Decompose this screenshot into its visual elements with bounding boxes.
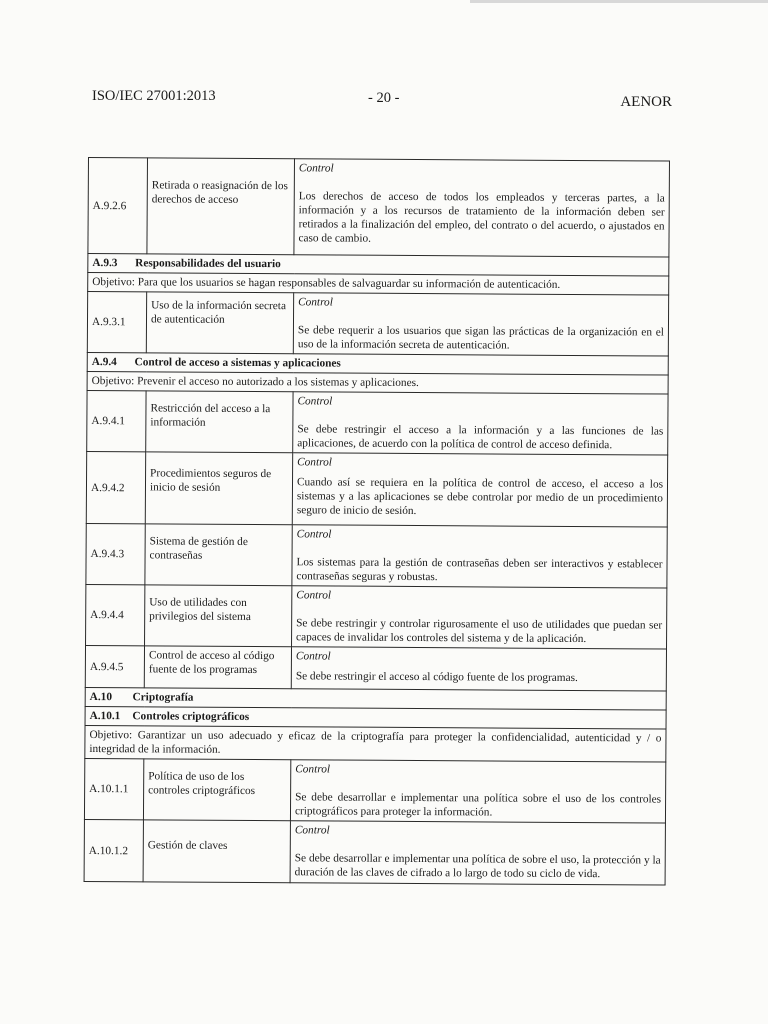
control-code: A.10.1.1 — [84, 758, 143, 819]
control-text: Se debe desarrollar e implementar una política de sobre el uso, la protección y la duración de las claves de cifrado a lo largo de todo su ciclo de vida. — [294, 852, 661, 881]
control-code: A.9.4.1 — [87, 390, 146, 451]
control-title — [146, 391, 293, 453]
control-text: Se debe restringir el acceso a la información y a las funciones de las aplicaciones, de acuerdo con la política de control de acceso definida. — [297, 423, 664, 452]
control-title — [143, 759, 290, 821]
control-text: Se debe desarrollar e implementar una política sobre el uso de los controles criptográficos para proteger la información. — [294, 791, 662, 819]
control-title-text: Restricción del acceso a la información — [150, 402, 271, 429]
table-row — [87, 390, 668, 455]
control-description — [292, 586, 667, 649]
control-code: A.9.4.2 — [86, 451, 145, 523]
section-number: A.9.3 — [92, 257, 118, 270]
controls-table — [84, 157, 670, 886]
table-row — [87, 292, 668, 357]
control-code: A.9.4.4 — [86, 584, 145, 645]
control-title — [145, 524, 292, 586]
control-label: Control — [296, 528, 332, 541]
section-number: A.10 — [89, 691, 113, 704]
publisher-label: AENOR — [620, 94, 672, 110]
standard-label: ISO/IEC 27001:2013 — [92, 88, 216, 104]
table-row — [86, 451, 667, 527]
objective-text: Objetivo: Para que los usuarios se hagan responsables de salvaguardar su información de autenticación. — [88, 273, 669, 296]
control-text: Los sistemas para la gestión de contraseñas deben ser interactivos y establecer contraseñas seguras y robustas. — [296, 556, 663, 584]
section-number: A.9.4 — [91, 356, 117, 369]
objective-text: Objetivo: Prevenir el acceso no autorizado a los sistemas y aplicaciones. — [87, 371, 668, 394]
control-title — [144, 646, 291, 689]
control-label: Control — [297, 395, 333, 408]
control-text: Se debe restringir y controlar rigurosamente el uso de utilidades que puedan ser capaces de invalidar los controles del sistema y de la aplicación. — [296, 617, 663, 646]
control-code: A.10.1.2 — [84, 819, 143, 881]
control-title-text: Retirada o reasignación de los derechos de acceso — [151, 179, 289, 206]
control-label: Control — [298, 296, 333, 309]
table-row — [86, 584, 667, 649]
control-title — [145, 585, 292, 647]
control-title — [145, 452, 292, 525]
control-code: A.9.4.3 — [86, 523, 145, 584]
control-text: Se debe restringir el acceso al código fuente de los programas. — [295, 670, 578, 685]
control-code: A.9.2.6 — [88, 158, 148, 254]
control-title-text: Uso de la información secreta de autenticación — [150, 299, 287, 326]
scan-edge-line — [470, 0, 768, 3]
control-title-text: Uso de utilidades con privilegios del sistema — [149, 596, 251, 624]
section-title: Control de acceso a sistemas y aplicaciones — [134, 356, 341, 370]
control-description — [290, 821, 665, 885]
control-description — [292, 453, 667, 527]
control-title — [147, 158, 295, 255]
table-row — [88, 158, 670, 258]
section-title: Controles criptográficos — [132, 710, 250, 723]
table-row — [85, 645, 666, 691]
control-title-text: Control de acceso al código fuente de los programas — [148, 649, 275, 677]
control-code: A.9.4.5 — [85, 645, 144, 687]
control-title-text: Política de uso de los controles criptográficos — [148, 770, 256, 798]
control-code: A.9.3.1 — [87, 292, 146, 353]
section-title: Criptografía — [132, 691, 194, 704]
control-description — [293, 392, 668, 455]
table-row — [84, 758, 665, 823]
control-label: Control — [298, 162, 334, 175]
objective-text: Objetivo: Garantizar un uso adecuado y eficaz de la criptografía para proteger la confidencialidad, autenticidad y / o integridad de la información. — [85, 725, 666, 762]
control-title — [146, 292, 293, 354]
control-title-text: Procedimientos seguros de inicio de sesión — [149, 467, 272, 494]
control-title-text: Gestión de claves — [147, 839, 228, 852]
control-title-text: Sistema de gestión de contraseñas — [149, 535, 248, 562]
control-label: Control — [295, 763, 331, 776]
control-description — [291, 647, 666, 691]
control-text: Los derechos de acceso de todos los empleados y terceras partes, a la información y a los recursos de tratamiento de la información deben ser retirados a la finalización del empleo, del contrato o del acuerdo, o ajustados en caso de cambio. — [298, 190, 665, 245]
control-description — [293, 293, 668, 356]
control-label: Control — [294, 824, 330, 837]
control-label: Control — [295, 650, 331, 663]
control-label: Control — [297, 456, 332, 469]
page-number: - 20 - — [368, 90, 400, 106]
control-title — [143, 820, 290, 883]
control-description — [290, 760, 665, 823]
control-description — [292, 525, 667, 588]
table-row — [84, 819, 665, 885]
control-label: Control — [296, 589, 332, 602]
objective-row — [85, 725, 666, 762]
page-header — [88, 88, 672, 112]
section-title: Responsabilidades del usuario — [135, 257, 281, 271]
control-text: Cuando así se requiera en la política de control de acceso, el acceso a los sistemas y a las aplicaciones se debe controlar por medio de un procedimiento seguro de inicio de sesión. — [296, 476, 664, 518]
table-row — [86, 523, 667, 588]
section-number: A.10.1 — [89, 710, 121, 723]
control-text: Se debe requerir a los usuarios que sigan las prácticas de la organización en el uso de la información secreta de autenticación. — [297, 324, 664, 352]
control-description — [294, 159, 670, 257]
